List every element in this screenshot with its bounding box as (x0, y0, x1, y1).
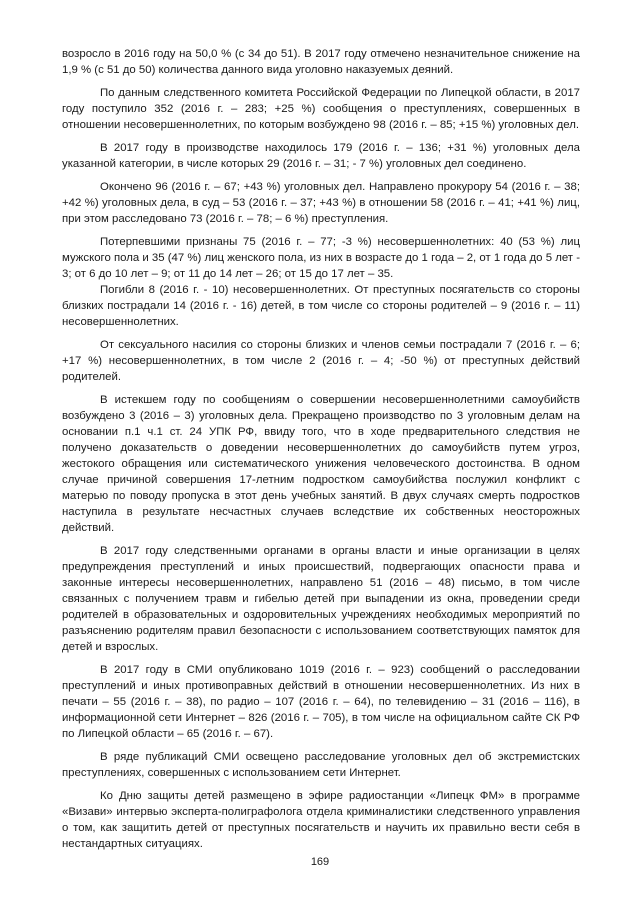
paragraph-deaths: Погибли 8 (2016 г. - 10) несовершеннолетних. От преступных посягательств со стороны близких пострадали 14 (2016 г. - 16) детей, в том числе со стороны родителей – 9 (2016 г. – 11) несовершеннолетних. (62, 284, 580, 328)
paragraph-prevention-letters: В 2017 году следственными органами в органы власти и иные организации в целях предупреждения преступлений и иных происшествий, подвергающих опасности права и законные интересы несовершеннолетних, направлено 51 (2016 – 48) письмо, в том числе связанных с получением травм и гибелью детей при выпадении из окна, проведении среди родителей в образовательных и оздоровительных учреждениях необходимых мероприятий по разъяснению родителям правил безопасности с использованием соответствующих памяток для детей и взрослых. (62, 545, 580, 653)
page-number: 169 (310, 856, 330, 868)
paragraph-extremism-publications: В ряде публикаций СМИ освещено расследование уголовных дел об экстремистских преступлениях, совершенных с использованием сети Интернет. (62, 751, 580, 779)
paragraph-investigative-committee-reports: По данным следственного комитета Российской Федерации по Липецкой области, в 2017 году поступило 352 (2016 г. – 283; +25 %) сообщения о преступлениях, совершенных в отношении несовершеннолетних, по которым возбуждено 98 (2016 г. – 85; +15 %) уголовных дел. (62, 87, 580, 131)
paragraph-continuation: возросло в 2016 году на 50,0 % (с 34 до 51). В 2017 году отмечено незначительное снижение на 1,9 % (с 51 до 50) количества данного вида уголовно наказуемых деяний. (62, 48, 580, 76)
paragraph-cases-completed: Окончено 96 (2016 г. – 67; +43 %) уголовных дел. Направлено прокурору 54 (2016 г. – 38; +42 %) уголовных дела, в суд – 53 (2016 г. – 37; +43 %) в отношении 58 (2016 г. – 41; +41 %) лиц, при этом расследовано 73 (2016 г. – 78; – 6 %) преступления. (62, 181, 580, 225)
paragraph-radio-interview: Ко Дню защиты детей размещено в эфире радиостанции «Липецк ФМ» в программе «Визави» интервью эксперта-полиграфолога отдела криминалистики следственного управления о том, как защитить детей от преступных посягательств и научить их правильно вести себя в нестандартных ситуациях. (62, 790, 580, 850)
paragraph-suicides: В истекшем году по сообщениям о совершении несовершеннолетними самоубийств возбуждено 3 (2016 – 3) уголовных дела. Прекращено производство по 3 уголовным делам на основании п.1 ч.1 ст. 24 УПК РФ, ввиду того, что в ходе предварительного следствия не получено доказательств о доведении несовершеннолетних до самоубийств путем угроз, жестокого обращения или систематического унижения человеческого достоинства. В одном случае причиной совершения 17-летним подростком самоубийства послужил конфликт с матерью по поводу пропуска в этот день учебных занятий. В двух случаях смерть подростков наступила в результате несчастных случаев вследствие их собственных неосторожных действий. (62, 394, 580, 534)
paragraph-victims: Потерпевшими признаны 75 (2016 г. – 77; -3 %) несовершеннолетних: 40 (53 %) лиц мужского пола и 35 (47 %) лиц женского пола, из них в возрасте до 1 года – 2, от 1 года до 5 лет - 3; от 6 до 10 лет – 9; от 11 до 14 лет – 26; от 15 до 17 лет – 35. (62, 236, 580, 280)
paragraph-sexual-violence: От сексуального насилия со стороны близких и членов семьи пострадали 7 (2016 г. – 6; +17 %) несовершеннолетних, в том числе 2 (2016 г. – 4; -50 %) от преступных действий родителей. (62, 339, 580, 383)
body-text (62, 46, 580, 852)
paragraph-media-publications: В 2017 году в СМИ опубликовано 1019 (2016 г. – 923) сообщений о расследовании преступлений и иных противоправных действий в отношении несовершеннолетних. Из них в печати – 55 (2016 г. – 38), по радио – 107 (2016 г. – 64), по телевидению – 31 (2016 – 116), в информационной сети Интернет – 826 (2016 г. – 705), в том числе на официальном сайте СК РФ по Липецкой области – 65 (2016 г. – 67). (62, 664, 580, 740)
paragraph-cases-in-progress: В 2017 году в производстве находилось 179 (2016 г. – 136; +31 %) уголовных дела указанной категории, в числе которых 29 (2016 г. – 31; - 7 %) уголовных дел соединено. (62, 142, 580, 170)
